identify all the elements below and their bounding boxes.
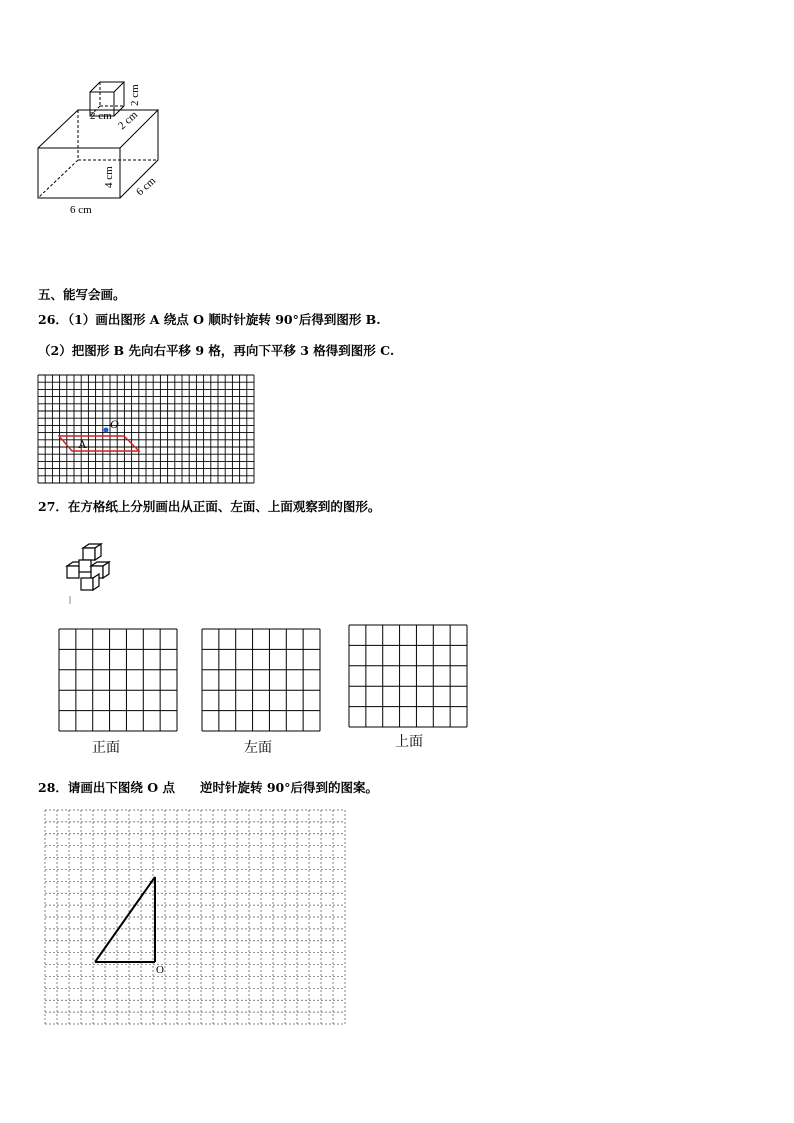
big-box-depth-label: 6 cm (133, 174, 159, 199)
big-box-width-label: 6 cm (70, 204, 92, 216)
q26-line1: 26．（1）画出图形 A 绕点 O 顺时针旋转 90°后得到图形 B. (38, 312, 381, 327)
q27-line: 27．在方格纸上分别画出从正面、左面、上面观察到的图形。 (38, 499, 381, 514)
cuboid-figure (30, 78, 180, 218)
front-view-grid (59, 629, 177, 731)
point-o-label: O (110, 417, 119, 431)
q26-line2: （2）把图形 B 先向右平移 9 格，再向下平移 3 格得到图形 C. (38, 343, 395, 358)
big-box-height-label: 4 cm (103, 166, 115, 188)
small-cube-depth-label: 2 cm (115, 108, 141, 133)
cube-stack-figure (56, 544, 126, 604)
shape-a-label: A (78, 437, 87, 451)
section-heading: 五、能写会画。 (38, 287, 126, 302)
top-view-label: 上面 (395, 734, 423, 750)
q26-grid (38, 375, 254, 483)
top-view-grid (349, 625, 467, 727)
q28-line: 28．请画出下图绕 O 点 逆时针旋转 90°后得到的图案。 (38, 780, 378, 795)
small-cube-height-label: 2 cm (129, 84, 141, 106)
q28-point-o-label: O (156, 964, 164, 976)
left-view-label: 左面 (244, 740, 272, 756)
q28-dotted-grid (45, 810, 345, 1024)
front-view-label: 正面 (92, 740, 120, 756)
point-o (104, 428, 109, 433)
triangle-hypotenuse (95, 877, 155, 962)
shape-a (59, 436, 139, 451)
small-cube-front-label: 2 cm (90, 110, 112, 122)
left-view-grid (202, 629, 320, 731)
